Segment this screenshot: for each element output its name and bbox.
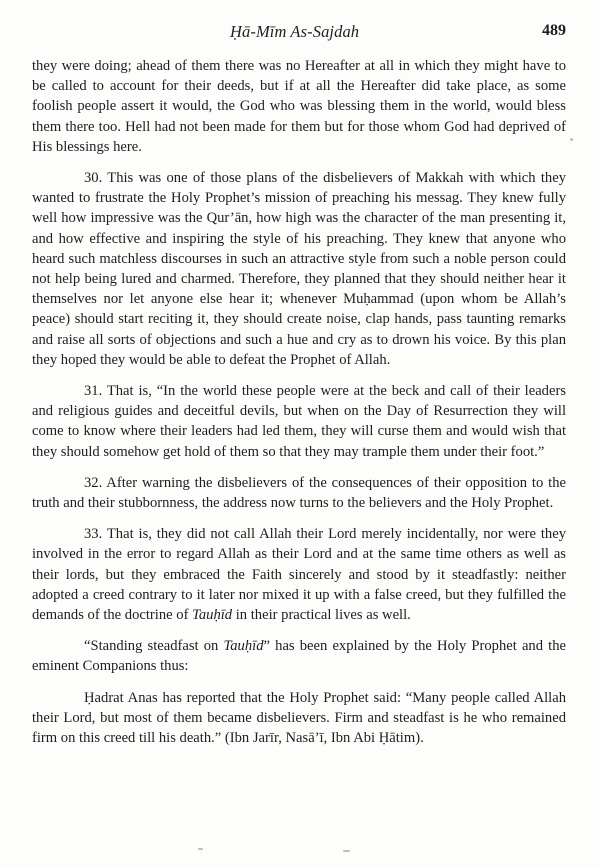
standing-text-before: “Standing steadfast on	[84, 638, 224, 655]
paragraph-note-31: 31. That is, “In the world these people were at the beck and call of their leaders and religious guides and deceitful devils, but when on the Day of Resurrection they will come to know where their leaders had led them, they will curse them and would wish that they should somehow get hold of them so that they may trample them under their foot.”	[32, 383, 566, 460]
page-body	[32, 56, 566, 759]
note-33-text-after: in their practical lives as well.	[232, 607, 411, 624]
scan-speck	[343, 850, 350, 852]
scan-speck	[198, 848, 203, 850]
note-33-text-before: 33. That is, they did not call Allah their Lord merely incidentally, nor were they involved in the error to regard Allah as their Lord and at the same time others as well as their lords, but they embraced the Faith sincerely and stood by it steadfastly: neither adopted a creed contrary to it later nor mixed it up with a false creed, but they fulfilled the demands of the doctrine of	[32, 526, 566, 624]
running-header	[230, 22, 566, 44]
note-33-term: Tauḥīd	[192, 607, 233, 624]
paragraph-standing-steadfast	[32, 636, 566, 676]
paragraph-note-32: 32. After warning the disbelievers of the consequences of their opposition to the truth and their stubbornness, the address now turns to the believers and the Holy Prophet.	[32, 474, 566, 512]
paragraph-continuation: they were doing; ahead of them there was no Hereafter at all in which they might have to be called to account for their deeds, but if at all the Hereafter did take place, as some foolish people assert it would, the God who was blessing them in the world, would bless them there too. Hell had not been made for them but for those whom God had deprived of His blessings here.	[32, 58, 566, 155]
standing-term: Tauḥīd	[223, 638, 264, 655]
paragraph-note-33	[32, 524, 566, 625]
paragraph-note-30: 30. This was one of those plans of the disbelievers of Makkah with which they wanted to frustrate the Holy Prophet’s mission of preaching his messag. They knew fully well how impressive was the Qur’ān, how high was the character of the man presenting it, and how effective and inspiring the style of his preaching. They knew that anyone who heard such matchless discourses in such an attractive style from such a noble person could not help being lured and charmed. Therefore, they planned that they should neither hear it themselves nor let anyone else hear it; whenever Muḥammad (upon whom be Allah’s peace) should start reciting it, they should create noise, clap hands, pass taunting remarks and raise all sorts of objections and such a hue and cry as to drown his voice. By this plan they hoped they would be able to defeat the Prophet of Allah.	[32, 170, 566, 368]
page-number: 489	[542, 22, 566, 39]
standing-text-after: ” has been explained by the Holy Prophet and the eminent Companions thus:	[32, 638, 566, 675]
header-title: Ḥā-Mīm As-Sajdah	[230, 22, 360, 41]
scan-speck	[570, 138, 573, 141]
paragraph-hadith-anas: Ḥadrat Anas has reported that the Holy Prophet said: “Many people called Allah their Lord, but most of them became disbelievers. Firm and steadfast is he who remained firm on this creed till his death.” (Ibn Jarīr, Nasā’ī, Ibn Abi Ḥātim).	[32, 689, 566, 747]
